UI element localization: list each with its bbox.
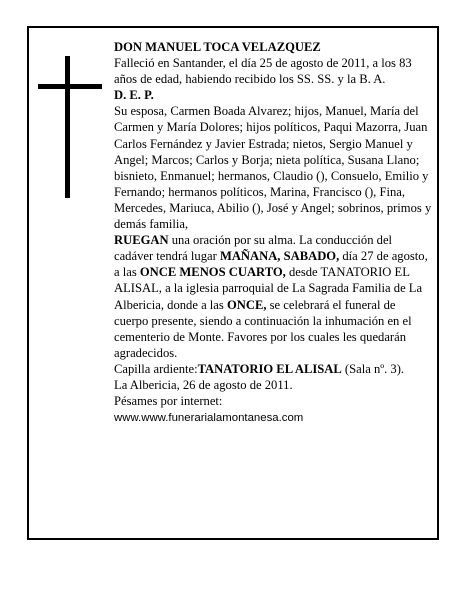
once-label: ONCE, — [226, 297, 267, 312]
deceased-name: DON MANUEL TOCA VELAZQUEZ — [114, 40, 321, 54]
cross-icon — [38, 56, 102, 198]
ceremony-paragraph — [114, 232, 432, 361]
cross-vertical-bar — [65, 56, 70, 198]
pesames-label: Pésames por internet: — [114, 394, 223, 409]
manana-label: MAÑANA, SABADO, — [219, 249, 340, 264]
once-menos-label: ONCE MENOS CUARTO, — [139, 265, 286, 280]
ruegan-label: RUEGAN — [114, 233, 169, 248]
notice-text — [114, 39, 432, 426]
ruegan-text: una oración por su alma. La conducción del cadáver tendrá lugar — [114, 233, 393, 264]
family-list: Su esposa, Carmen Boada Alvarez; hijos, Manuel, María del Carmen y María Dolores; hijos políticos, Paqui Mazorra, Juan Carlos Fernández y Javier Estrada; nietos, Sergio Manuel y Angel; Marcos; Carlos y Borja; nieta política, Susana Llano; bisnieto, Enmanuel; hermanos, Claudio (), Consuelo, Emilio y Fernando; hermanos políticos, Marina, Francisco (), Fina, Mercedes, Mariuca, Abilio (), José y Angel; sobrinos, primos y demás familia, — [114, 104, 432, 232]
capilla-label: Capilla ardiente: — [114, 361, 198, 376]
cross-horizontal-bar — [38, 84, 102, 89]
date-text: día 27 de agosto, a las — [114, 249, 428, 280]
place-date: La Albericia, 26 de agosto de 2011. — [114, 377, 293, 392]
capilla-place: TANATORIO EL ALISAL — [197, 361, 342, 376]
website-link[interactable] — [114, 409, 432, 426]
death-statement: Falleció en Santander, el día 25 de agosto de 2011, a los 83 años de edad, habiendo recibido los SS. SS. y la B. A. — [114, 56, 412, 87]
desde-text: desde TANATORIO EL ALISAL, a la iglesia parroquial de La Sagrada Familia de La Albericia, donde a las — [114, 265, 423, 312]
website-text[interactable]: www.www.funerarialamontanesa.com — [114, 412, 304, 425]
funeral-text: se celebrará el funeral de cuerpo presente, siendo a continuación la inhumación en el cementerio de Monte. Favores por los cuales les quedarán agradecidos. — [114, 297, 412, 360]
capilla-room: (Sala nº. 3). — [341, 361, 405, 376]
dep-line: D. E. P. — [114, 88, 154, 103]
capilla-line — [114, 361, 432, 377]
